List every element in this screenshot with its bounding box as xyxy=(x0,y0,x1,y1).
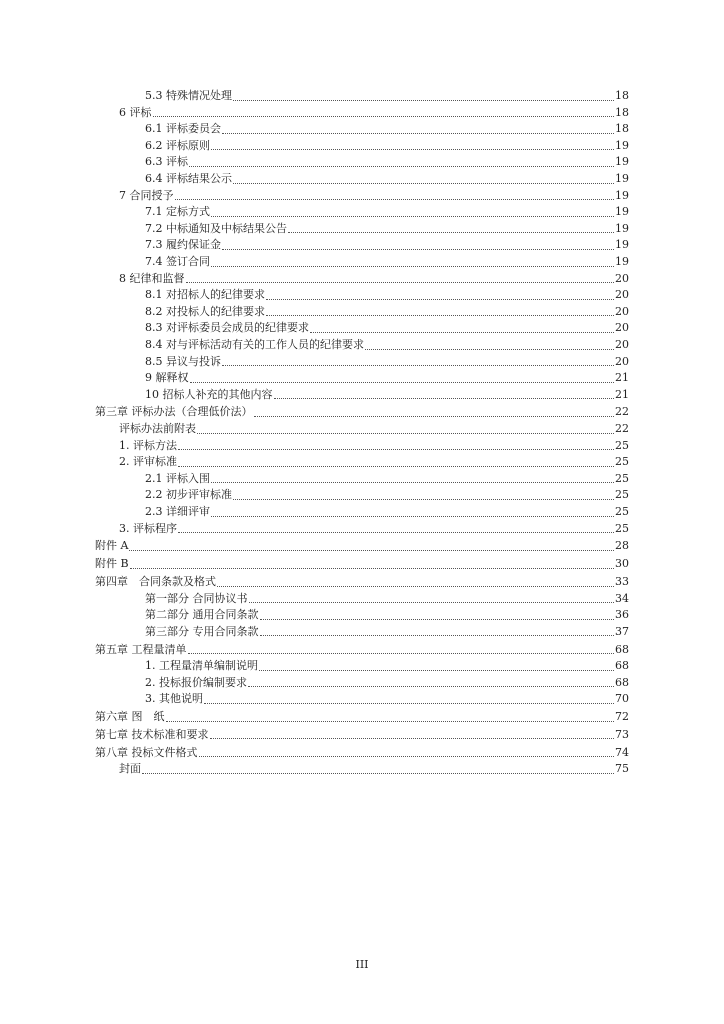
toc-entry-title: 8 纪律和监督 xyxy=(119,271,185,285)
dot-leader xyxy=(199,756,615,757)
toc-entry[interactable] xyxy=(95,556,629,573)
toc-entry-title: 8.3 对评标委员会成员的纪律要求 xyxy=(145,321,309,335)
toc-entry-title: 7.1 定标方式 xyxy=(145,205,210,219)
toc-entry-page: 20 xyxy=(615,304,629,318)
toc-entry[interactable] xyxy=(95,745,629,762)
dot-leader xyxy=(233,100,614,101)
toc-entry-page: 33 xyxy=(615,574,629,588)
toc-entry-title: 10 招标人补充的其他内容 xyxy=(145,387,273,401)
toc-entry[interactable] xyxy=(95,607,629,624)
toc-entry-title: 8.2 对投标人的纪律要求 xyxy=(145,304,265,318)
toc-entry-page: 19 xyxy=(615,205,629,219)
dot-leader xyxy=(254,416,615,417)
toc-entry[interactable] xyxy=(95,370,629,387)
toc-entry[interactable] xyxy=(95,387,629,404)
toc-entry[interactable] xyxy=(95,709,629,726)
page-number: III xyxy=(355,958,369,971)
toc-entry-page: 20 xyxy=(615,321,629,335)
toc-entry[interactable] xyxy=(95,237,629,254)
toc-entry-title: 附件 B xyxy=(95,557,129,571)
toc-entry[interactable] xyxy=(95,658,629,675)
dot-leader xyxy=(211,516,614,517)
toc-entry[interactable] xyxy=(95,538,629,555)
toc-entry-page: 20 xyxy=(615,271,629,285)
dot-leader xyxy=(211,482,614,483)
dot-leader xyxy=(189,166,614,167)
dot-leader xyxy=(233,183,614,184)
toc-entry-page: 21 xyxy=(615,371,629,385)
toc-entry[interactable] xyxy=(95,254,629,271)
toc-entry-title: 附件 A xyxy=(95,539,129,553)
toc-entry[interactable] xyxy=(95,221,629,238)
dot-leader xyxy=(266,299,614,300)
dot-leader xyxy=(178,449,614,450)
toc-entry[interactable] xyxy=(95,727,629,744)
toc-entry[interactable] xyxy=(95,504,629,521)
toc-entry-page: 25 xyxy=(615,438,629,452)
toc-entry-title: 6 评标 xyxy=(119,105,152,119)
toc-entry-title: 6.3 评标 xyxy=(145,155,188,169)
toc-entry[interactable] xyxy=(95,521,629,538)
toc-entry-title: 1. 评标方法 xyxy=(119,438,177,452)
toc-entry-page: 19 xyxy=(615,155,629,169)
toc-entry[interactable] xyxy=(95,121,629,138)
dot-leader xyxy=(222,249,614,250)
dot-leader xyxy=(197,433,614,434)
dot-leader xyxy=(166,721,615,722)
toc-entry-title: 6.1 评标委员会 xyxy=(145,122,221,136)
toc-entry-title: 1. 工程量清单编制说明 xyxy=(145,659,258,673)
toc-entry-title: 8.4 对与评标活动有关的工作人员的纪律要求 xyxy=(145,337,364,351)
toc-entry[interactable] xyxy=(95,421,629,438)
dot-leader xyxy=(222,133,614,134)
toc-entry[interactable] xyxy=(95,404,629,421)
toc-entry-page: 25 xyxy=(615,521,629,535)
toc-entry-title: 2.2 初步评审标准 xyxy=(145,488,232,502)
toc-entry[interactable] xyxy=(95,624,629,641)
toc-entry-page: 68 xyxy=(615,675,629,689)
toc-entry-title: 第四章 合同条款及格式 xyxy=(95,574,216,588)
toc-entry-page: 22 xyxy=(615,405,629,419)
toc-entry[interactable] xyxy=(95,438,629,455)
toc-entry-page: 25 xyxy=(615,455,629,469)
dot-leader xyxy=(186,282,615,283)
toc-entry[interactable] xyxy=(95,354,629,371)
toc-entry-page: 20 xyxy=(615,337,629,351)
toc-entry-page: 19 xyxy=(615,138,629,152)
toc-entry-title: 第七章 技术标准和要求 xyxy=(95,727,209,741)
toc-entry-title: 7.2 中标通知及中标结果公告 xyxy=(145,221,287,235)
dot-leader xyxy=(217,586,614,587)
toc-entry-page: 25 xyxy=(615,505,629,519)
toc-entry-page: 18 xyxy=(615,105,629,119)
toc-entry[interactable] xyxy=(95,574,629,591)
toc-entry-page: 18 xyxy=(615,89,629,102)
toc-entry-page: 19 xyxy=(615,188,629,202)
toc-entry-title: 第一部分 合同协议书 xyxy=(145,591,248,605)
toc-entry[interactable] xyxy=(95,642,629,659)
toc-entry-page: 68 xyxy=(615,659,629,673)
dot-leader xyxy=(288,232,614,233)
toc-entry[interactable] xyxy=(95,105,629,122)
toc-entry-page: 18 xyxy=(615,122,629,136)
dot-leader xyxy=(249,602,615,603)
toc-entry-page: 28 xyxy=(615,539,629,553)
dot-leader xyxy=(175,199,615,200)
toc-entry-page: 19 xyxy=(615,238,629,252)
toc-entry-page: 37 xyxy=(615,624,629,638)
dot-leader xyxy=(204,703,614,704)
dot-leader xyxy=(310,332,614,333)
dot-leader xyxy=(259,670,614,671)
toc-entry-title: 7.3 履约保证金 xyxy=(145,238,221,252)
toc-entry-page: 19 xyxy=(615,254,629,268)
toc-entry[interactable] xyxy=(95,337,629,354)
toc-entry[interactable] xyxy=(95,454,629,471)
toc-entry-page: 75 xyxy=(615,762,629,776)
dot-leader xyxy=(129,550,614,551)
toc-entry[interactable] xyxy=(95,88,629,105)
dot-leader xyxy=(178,532,614,533)
toc-entry-page: 70 xyxy=(615,692,629,706)
table-of-contents xyxy=(95,88,629,778)
toc-entry-title: 第三章 评标办法（合理低价法） xyxy=(95,405,253,419)
dot-leader xyxy=(222,365,614,366)
toc-entry[interactable] xyxy=(95,138,629,155)
toc-entry-page: 25 xyxy=(615,471,629,485)
dot-leader xyxy=(142,773,614,774)
toc-entry-title: 8.5 异议与投诉 xyxy=(145,354,221,368)
toc-entry-page: 68 xyxy=(615,642,629,656)
toc-entry-page: 30 xyxy=(615,557,629,571)
toc-entry-title: 第五章 工程量清单 xyxy=(95,642,187,656)
toc-entry-title: 3. 评标程序 xyxy=(119,521,177,535)
toc-entry-title: 第三部分 专用合同条款 xyxy=(145,624,259,638)
toc-entry[interactable] xyxy=(95,271,629,288)
dot-leader xyxy=(211,216,614,217)
toc-entry[interactable] xyxy=(95,471,629,488)
dot-leader xyxy=(153,116,615,117)
toc-entry-title: 2. 投标报价编制要求 xyxy=(145,675,247,689)
toc-entry-page: 34 xyxy=(615,591,629,605)
toc-entry-page: 22 xyxy=(615,422,629,436)
dot-leader xyxy=(211,149,614,150)
toc-entry-page: 19 xyxy=(615,171,629,185)
toc-entry-page: 36 xyxy=(615,608,629,622)
toc-entry-title: 封面 xyxy=(119,762,141,776)
dot-leader xyxy=(233,499,614,500)
dot-leader xyxy=(211,266,614,267)
dot-leader xyxy=(178,466,614,467)
toc-entry-title: 2.3 详细评审 xyxy=(145,505,210,519)
toc-entry-title: 第二部分 通用合同条款 xyxy=(145,608,259,622)
toc-entry[interactable] xyxy=(95,154,629,171)
toc-entry[interactable] xyxy=(95,675,629,692)
toc-entry[interactable] xyxy=(95,287,629,304)
dot-leader xyxy=(266,315,614,316)
toc-entry[interactable] xyxy=(95,691,629,708)
toc-entry-title: 评标办法前附表 xyxy=(119,422,196,436)
toc-entry-page: 74 xyxy=(615,745,629,759)
toc-entry-title: 5.3 特殊情况处理 xyxy=(145,89,232,102)
toc-entry-title: 6.4 评标结果公示 xyxy=(145,171,232,185)
toc-entry-page: 72 xyxy=(615,710,629,724)
toc-entry[interactable] xyxy=(95,204,629,221)
dot-leader xyxy=(260,619,615,620)
toc-entry-title: 7 合同授予 xyxy=(119,188,174,202)
dot-leader xyxy=(260,635,615,636)
dot-leader xyxy=(210,738,615,739)
toc-entry-page: 19 xyxy=(615,221,629,235)
toc-entry-title: 第六章 图 纸 xyxy=(95,710,165,724)
toc-entry[interactable] xyxy=(95,171,629,188)
toc-entry[interactable] xyxy=(95,304,629,321)
dot-leader xyxy=(188,653,615,654)
toc-entry-title: 8.1 对招标人的纪律要求 xyxy=(145,288,265,302)
dot-leader xyxy=(248,686,614,687)
toc-entry-title: 2.1 评标入围 xyxy=(145,471,210,485)
dot-leader xyxy=(130,568,614,569)
toc-entry[interactable] xyxy=(95,188,629,205)
toc-entry-title: 2. 评审标准 xyxy=(119,455,177,469)
toc-entry-page: 73 xyxy=(615,727,629,741)
toc-entry[interactable] xyxy=(95,591,629,608)
toc-entry-page: 20 xyxy=(615,288,629,302)
toc-entry[interactable] xyxy=(95,320,629,337)
toc-entry-page: 21 xyxy=(615,387,629,401)
toc-entry-title: 第八章 投标文件格式 xyxy=(95,745,198,759)
toc-entry[interactable] xyxy=(95,761,629,778)
dot-leader xyxy=(274,398,615,399)
dot-leader xyxy=(190,382,615,383)
toc-entry-title: 9 解释权 xyxy=(145,371,189,385)
toc-entry-title: 7.4 签订合同 xyxy=(145,254,210,268)
toc-entry-page: 20 xyxy=(615,354,629,368)
toc-entry[interactable] xyxy=(95,487,629,504)
toc-entry-title: 6.2 评标原则 xyxy=(145,138,210,152)
toc-entry-page: 25 xyxy=(615,488,629,502)
dot-leader xyxy=(365,349,614,350)
toc-entry-title: 3. 其他说明 xyxy=(145,692,203,706)
